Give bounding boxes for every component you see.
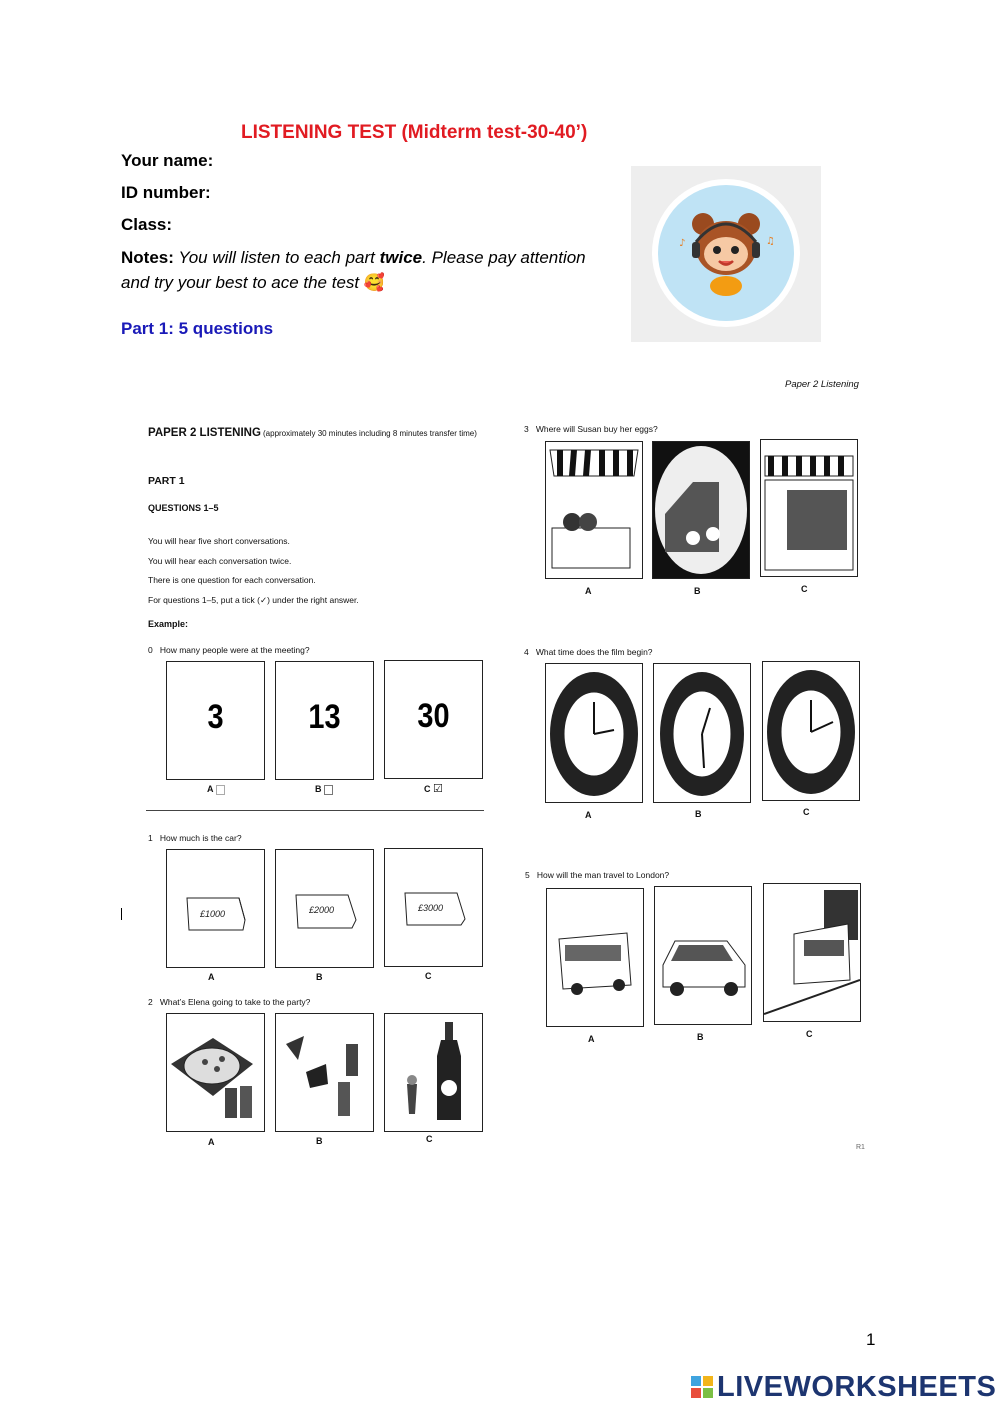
corner-mark: R1 (856, 1144, 865, 1151)
label-a: A (208, 972, 215, 982)
farm-hens-icon (653, 442, 749, 578)
price-tag-icon (385, 849, 482, 966)
brand-logo-icon (691, 1376, 713, 1398)
label-b: B (315, 784, 333, 795)
option-c-box: 30 (384, 660, 483, 779)
option-c-box (760, 439, 858, 577)
option-a-box (546, 888, 644, 1027)
part-label: PART 1 (148, 475, 185, 487)
label-b: B (694, 586, 701, 596)
question-4: 4 What time does the film begin? (524, 647, 653, 657)
label-b: B (316, 1136, 323, 1146)
question-1: 1 How much is the car? (148, 833, 242, 843)
market-stall-icon (546, 442, 642, 578)
monkey-headphones-icon (631, 166, 821, 342)
notes-bold: twice (379, 248, 423, 267)
text-cursor (121, 908, 122, 920)
instructions (148, 532, 359, 610)
instruction-line: You will hear five short conversations. (148, 536, 290, 546)
name-label: Your name: (121, 151, 214, 170)
option-a-box (166, 1013, 265, 1132)
paper-title: PAPER 2 LISTENING (148, 427, 261, 439)
mascot-image (631, 166, 821, 342)
instruction-line: For questions 1–5, put a tick (✓) under the right answer. (148, 594, 359, 605)
option-a-box (166, 849, 265, 968)
clock-icon (763, 662, 859, 800)
option-a-box (545, 663, 643, 803)
label-a: A (208, 1137, 215, 1147)
label-b: B (316, 972, 323, 982)
notes-text-2: . Please pay attention and try your best to ace the test (121, 248, 586, 292)
label-a: A (207, 784, 225, 795)
car-icon (655, 887, 751, 1024)
label-c: C ☑ (424, 782, 443, 795)
page-title: LISTENING TEST (Midterm test-30-40’) (241, 122, 588, 143)
label-c: C (801, 584, 808, 594)
question-3: 3 Where will Susan buy her eggs? (524, 424, 658, 434)
option-b-box (652, 441, 750, 579)
svg-text:£3000: £3000 (418, 903, 444, 913)
instruction-line: There is one question for each conversation. (148, 575, 316, 585)
example-label: Example: (148, 619, 189, 629)
option-c-box (762, 661, 860, 801)
question-5: 5 How will the man travel to London? (525, 870, 670, 880)
brand-name[interactable]: LIVEWORKSHEETS (717, 1371, 997, 1403)
svg-text:♪: ♪ (679, 238, 686, 249)
label-c: C (803, 807, 810, 817)
question-2: 2 What’s Elena going to take to the party? (148, 997, 311, 1007)
notes-text-1: You will listen to each part (173, 248, 380, 267)
page-number: 1 (866, 1330, 876, 1349)
clock-icon (654, 664, 750, 802)
label-c: C (426, 1134, 433, 1144)
grocery-shop-icon (761, 440, 857, 576)
option-b-box (653, 663, 751, 803)
paper-subtitle: (approximately 30 minutes including 8 minutes transfer time) (263, 429, 477, 438)
label-a: A (585, 586, 592, 596)
check-icon: ☑ (433, 782, 443, 795)
price-tag-icon (167, 850, 264, 967)
option-c-box (384, 1013, 483, 1132)
train-icon (764, 884, 860, 1021)
instruction-line: You will hear each conversation twice. (148, 555, 292, 566)
pizza-and-cans-icon (167, 1014, 264, 1131)
divider (146, 810, 484, 811)
option-b-box (275, 1013, 374, 1132)
option-c-box (763, 883, 861, 1022)
part-heading: Part 1: 5 questions (121, 319, 274, 338)
snacks-and-cans-icon (276, 1014, 373, 1131)
bottle-and-flowers-icon (385, 1014, 482, 1131)
option-a-box (545, 441, 643, 579)
label-a: A (588, 1034, 595, 1044)
running-head: Paper 2 Listening (785, 379, 859, 390)
label-b: B (697, 1032, 704, 1042)
price-tag-icon (276, 850, 373, 967)
bus-icon (547, 889, 643, 1026)
option-b-box (654, 886, 752, 1025)
label-a: A (585, 810, 592, 820)
class-label: Class: (121, 215, 173, 234)
notes (121, 245, 591, 295)
option-b-box (275, 849, 374, 968)
svg-text:♫: ♫ (766, 236, 775, 247)
label-c: C (806, 1029, 813, 1039)
notes-label: Notes: (121, 248, 174, 267)
option-b-box: 13 (275, 661, 374, 780)
question-0: 0 How many people were at the meeting? (148, 645, 310, 655)
emoji-icon: 🥰 (363, 273, 386, 292)
option-c-box (384, 848, 483, 967)
questions-label: QUESTIONS 1–5 (148, 503, 219, 513)
id-label: ID number: (121, 183, 211, 202)
svg-text:£2000: £2000 (309, 905, 335, 915)
label-b: B (695, 809, 702, 819)
option-a-box: 3 (166, 661, 265, 780)
label-c: C (425, 971, 432, 981)
clock-icon (546, 664, 642, 802)
svg-text:£1000: £1000 (200, 909, 226, 919)
